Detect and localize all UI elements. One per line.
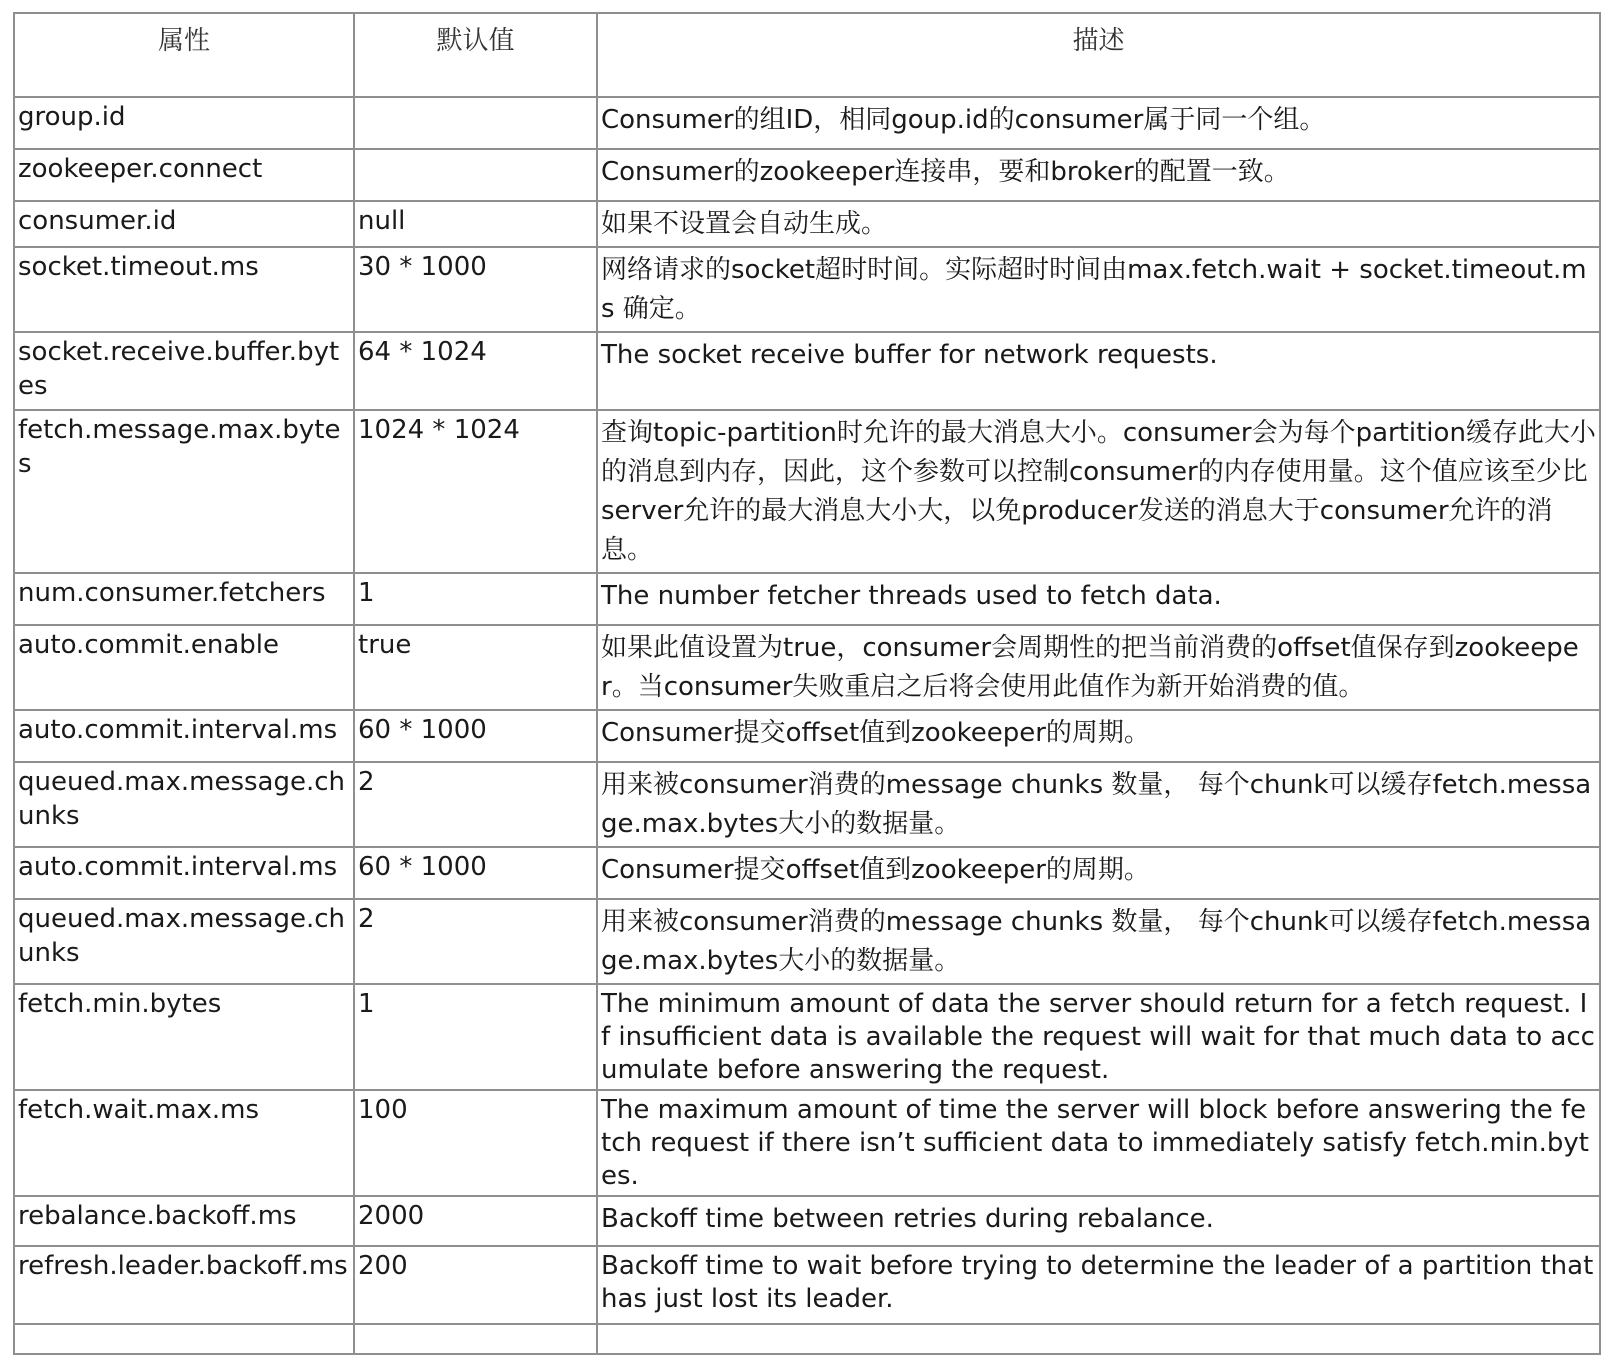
property-cell: auto.commit.enable bbox=[14, 625, 354, 710]
table-body bbox=[14, 97, 1600, 1354]
description-cell: The minimum amount of data the server should return for a fetch request. If insufficient data is available the request will wait for that much data to accumulate before answering the request. bbox=[597, 984, 1600, 1090]
description-cell: Consumer的组ID，相同goup.id的consumer属于同一个组。 bbox=[597, 97, 1600, 149]
default-value-cell bbox=[354, 149, 597, 201]
default-value-cell: 200 bbox=[354, 1246, 597, 1324]
property-cell: auto.commit.interval.ms bbox=[14, 847, 354, 899]
table-row bbox=[14, 984, 1600, 1090]
property-cell: socket.timeout.ms bbox=[14, 247, 354, 332]
property-cell: rebalance.backoff.ms bbox=[14, 1196, 354, 1246]
property-cell: fetch.min.bytes bbox=[14, 984, 354, 1090]
description-cell: Consumer提交offset值到zookeeper的周期。 bbox=[597, 710, 1600, 762]
default-value-cell: 100 bbox=[354, 1090, 597, 1196]
description-cell: Consumer的zookeeper连接串，要和broker的配置一致。 bbox=[597, 149, 1600, 201]
default-value-cell: 1024 * 1024 bbox=[354, 410, 597, 573]
table-row bbox=[14, 847, 1600, 899]
default-value-cell: 2 bbox=[354, 762, 597, 847]
table-row bbox=[14, 201, 1600, 247]
description-cell: 如果不设置会自动生成。 bbox=[597, 201, 1600, 247]
default-value-cell: true bbox=[354, 625, 597, 710]
default-value-cell: 1 bbox=[354, 573, 597, 625]
property-cell: refresh.leader.backoff.ms bbox=[14, 1246, 354, 1324]
description-cell: The number fetcher threads used to fetch data. bbox=[597, 573, 1600, 625]
table-row bbox=[14, 625, 1600, 710]
default-value-cell: 2 bbox=[354, 899, 597, 984]
table-row bbox=[14, 899, 1600, 984]
default-value-cell: 30 * 1000 bbox=[354, 247, 597, 332]
table-row bbox=[14, 332, 1600, 410]
table-row bbox=[14, 710, 1600, 762]
property-cell: queued.max.message.chunks bbox=[14, 899, 354, 984]
default-value-cell: 1 bbox=[354, 984, 597, 1090]
default-value-cell bbox=[354, 97, 597, 149]
table-row bbox=[14, 149, 1600, 201]
header-default-value: 默认值 bbox=[354, 13, 597, 97]
config-table-container bbox=[13, 12, 1599, 1372]
table-row bbox=[14, 1246, 1600, 1324]
header-property: 属性 bbox=[14, 13, 354, 97]
table-row bbox=[14, 410, 1600, 573]
description-cell: 网络请求的socket超时时间。实际超时时间由max.fetch.wait + socket.timeout.ms 确定。 bbox=[597, 247, 1600, 332]
table-row bbox=[14, 573, 1600, 625]
table-row bbox=[14, 1090, 1600, 1196]
default-value-cell: 64 * 1024 bbox=[354, 332, 597, 410]
description-cell: Backoff time to wait before trying to determine the leader of a partition that has just lost its leader. bbox=[597, 1246, 1600, 1324]
property-cell: auto.commit.interval.ms bbox=[14, 710, 354, 762]
table-row bbox=[14, 1324, 1600, 1354]
table-row bbox=[14, 97, 1600, 149]
table-header-row bbox=[14, 13, 1600, 97]
description-cell: 查询topic-partition时允许的最大消息大小。consumer会为每个partition缓存此大小的消息到内存，因此，这个参数可以控制consumer的内存使用量。这个值应该至少比server允许的最大消息大小大，以免producer发送的消息大于consumer允许的消息。 bbox=[597, 410, 1600, 573]
property-cell: fetch.wait.max.ms bbox=[14, 1090, 354, 1196]
description-cell: 用来被consumer消费的message chunks 数量， 每个chunk可以缓存fetch.message.max.bytes大小的数据量。 bbox=[597, 899, 1600, 984]
table-row bbox=[14, 1196, 1600, 1246]
description-cell: 如果此值设置为true，consumer会周期性的把当前消费的offset值保存到zookeeper。当consumer失败重启之后将会使用此值作为新开始消费的值。 bbox=[597, 625, 1600, 710]
description-cell: Consumer提交offset值到zookeeper的周期。 bbox=[597, 847, 1600, 899]
table-row bbox=[14, 247, 1600, 332]
property-cell: consumer.id bbox=[14, 201, 354, 247]
property-cell: group.id bbox=[14, 97, 354, 149]
property-cell: queued.max.message.chunks bbox=[14, 762, 354, 847]
consumer-config-table bbox=[13, 12, 1601, 1355]
default-value-cell: 2000 bbox=[354, 1196, 597, 1246]
default-value-cell: 60 * 1000 bbox=[354, 847, 597, 899]
property-cell: fetch.message.max.bytes bbox=[14, 410, 354, 573]
property-cell: num.consumer.fetchers bbox=[14, 573, 354, 625]
property-cell: zookeeper.connect bbox=[14, 149, 354, 201]
default-value-cell: null bbox=[354, 201, 597, 247]
default-value-cell: 60 * 1000 bbox=[354, 710, 597, 762]
table-row bbox=[14, 762, 1600, 847]
description-cell: 用来被consumer消费的message chunks 数量， 每个chunk可以缓存fetch.message.max.bytes大小的数据量。 bbox=[597, 762, 1600, 847]
property-cell: socket.receive.buffer.bytes bbox=[14, 332, 354, 410]
header-description: 描述 bbox=[597, 13, 1600, 97]
description-cell bbox=[597, 1324, 1600, 1354]
description-cell: The maximum amount of time the server will block before answering the fetch request if there isn’t sufficient data to immediately satisfy fetch.min.bytes. bbox=[597, 1090, 1600, 1196]
description-cell: Backoff time between retries during rebalance. bbox=[597, 1196, 1600, 1246]
property-cell bbox=[14, 1324, 354, 1354]
default-value-cell bbox=[354, 1324, 597, 1354]
description-cell: The socket receive buffer for network requests. bbox=[597, 332, 1600, 410]
